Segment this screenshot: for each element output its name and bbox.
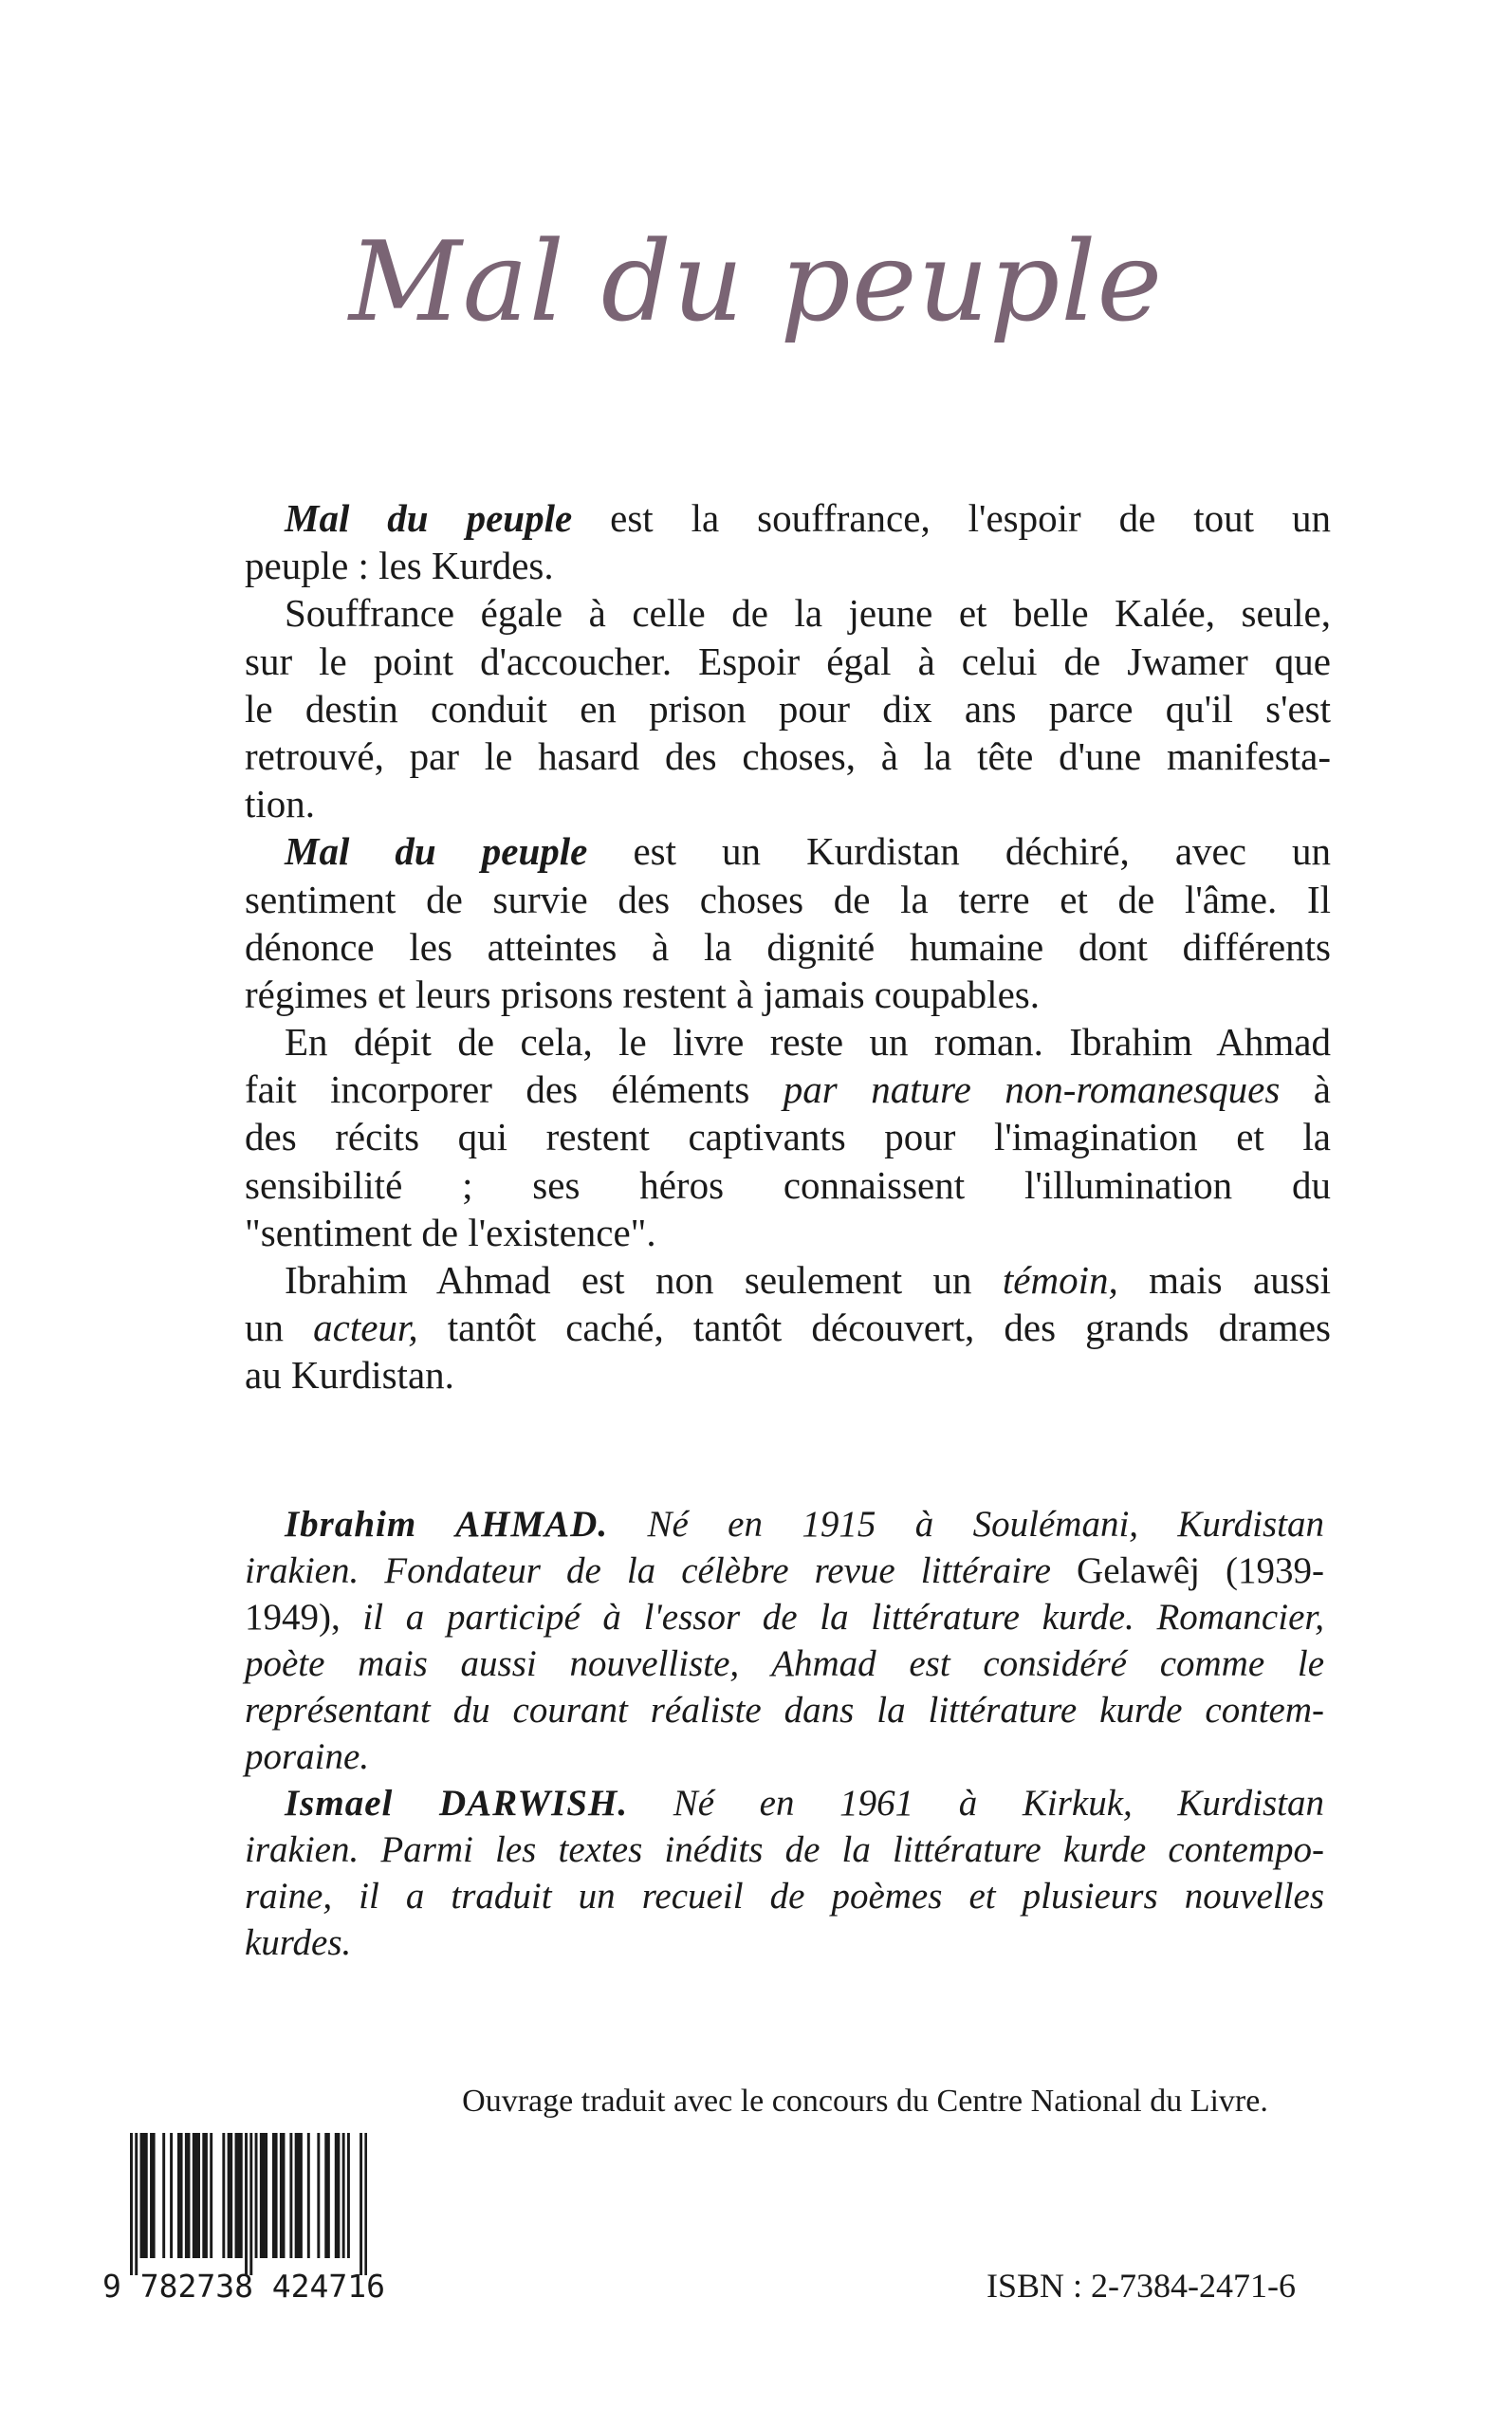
blurb-line [245,1304,1331,1351]
text-segment: sensibilité ; ses héros connaissent l'illumination du [245,1162,1331,1207]
translation-credit: Ouvrage traduit avec le concours du Centre National du Livre. [462,2084,1268,2119]
blurb [245,494,1331,1399]
text-segment: Né en 1915 à Soulémani, Kurdistan [608,1504,1324,1545]
bio-line [245,1687,1324,1733]
bio-line [245,1501,1324,1547]
text-segment: Gelawêj (1939- [1077,1550,1325,1591]
bio-line [245,1826,1324,1873]
text-segment: le destin conduit en prison pour dix ans parce qu'il s'est [245,686,1331,731]
text-segment: Ibrahim Ahmad est non seulement un [285,1258,1003,1302]
text-segment: Ibrahim AHMAD. [285,1504,609,1545]
author-bios [245,1501,1324,1966]
text-segment: kurdes. [245,1922,352,1963]
bio-line [245,1873,1324,1919]
text-segment: fait incorporer des éléments [245,1067,784,1112]
bio-line [245,1640,1324,1687]
text-segment: témoin, [1002,1258,1118,1302]
text-segment: un [245,1306,314,1350]
bio-line [245,1547,1324,1594]
text-segment: tantôt caché, tantôt découvert, des grands drames [417,1306,1332,1350]
text-segment: En dépit de cela, le livre reste un roman. Ibrahim Ahmad [285,1020,1331,1065]
blurb-line [245,1256,1331,1304]
text-segment: Souffrance égale à celle de la jeune et belle Kalée, seule, [285,591,1331,636]
blurb-line [245,494,1331,542]
text-segment: 1949), [245,1597,341,1638]
isbn: ISBN : 2-7384-2471-6 [986,2267,1296,2305]
text-segment: acteur, [313,1306,418,1350]
text-segment: dénonce les atteintes à la dignité humaine dont différents [245,924,1331,969]
blurb-line [245,732,1331,780]
book-title: Mal du peuple [348,218,1164,346]
blurb-line [245,780,1331,827]
text-segment: est un Kurdistan déchiré, avec un [587,829,1331,874]
blurb-line [245,827,1331,875]
blurb-line [245,1018,1331,1066]
blurb-line [245,1066,1331,1113]
text-segment: Mal du peuple [285,496,573,540]
text-segment: mais aussi [1117,1258,1331,1302]
text-segment: au Kurdistan. [245,1353,454,1398]
blurb-line [245,638,1331,685]
text-segment: retrouvé, par le hasard des choses, à la tête d'une manifesta- [245,733,1331,778]
text-segment: représentant du courant réaliste dans la littérature kurde contem- [245,1690,1324,1731]
text-segment: peuple : les Kurdes. [245,544,554,588]
blurb-line [245,876,1331,923]
bio-line [245,1919,1324,1966]
text-segment: des récits qui restent captivants pour l'imagination et la [245,1115,1331,1159]
blurb-line [245,589,1331,637]
text-segment: poraine. [245,1736,370,1777]
text-segment: tion. [245,782,316,826]
blurb-line [245,1161,1331,1209]
text-segment: à [1280,1067,1332,1112]
blurb-line [245,923,1331,971]
blurb-line [245,542,1331,589]
blurb-line [245,1351,1331,1399]
text-segment: raine, il a traduit un recueil de poèmes et plusieurs nouvelles [245,1876,1324,1917]
text-segment: il a participé à l'essor de la littérature kurde. Romancier, [340,1597,1324,1638]
bio-line [245,1780,1324,1826]
text-segment: est la souffrance, l'espoir de tout un [572,496,1331,540]
barcode-digits: 9 782738 424716 [102,2268,386,2305]
text-segment: sentiment de survie des choses de la terre et de l'âme. Il [245,877,1331,921]
text-segment: irakien. Fondateur de la célèbre revue littéraire [245,1550,1078,1591]
text-segment: "sentiment de l'existence". [245,1210,656,1254]
blurb-line [245,1113,1331,1160]
bio-line [245,1733,1324,1780]
barcode-icon [130,2133,367,2275]
blurb-line [245,685,1331,732]
text-segment: régimes et leurs prisons restent à jamais coupables. [245,972,1040,1016]
text-segment: Né en 1961 à Kirkuk, Kurdistan [628,1783,1325,1824]
text-segment: Ismael DARWISH. [285,1783,629,1824]
text-segment: irakien. Parmi les textes inédits de la littérature kurde contempo- [245,1829,1324,1870]
text-segment: par nature non-romanesques [783,1067,1281,1112]
blurb-line [245,971,1331,1018]
text-segment: Mal du peuple [285,829,588,874]
bio-line [245,1594,1324,1640]
blurb-line [245,1209,1331,1256]
text-segment: poète mais aussi nouvelliste, Ahmad est considéré comme le [245,1643,1324,1684]
text-segment: sur le point d'accoucher. Espoir égal à celui de Jwamer que [245,639,1331,683]
